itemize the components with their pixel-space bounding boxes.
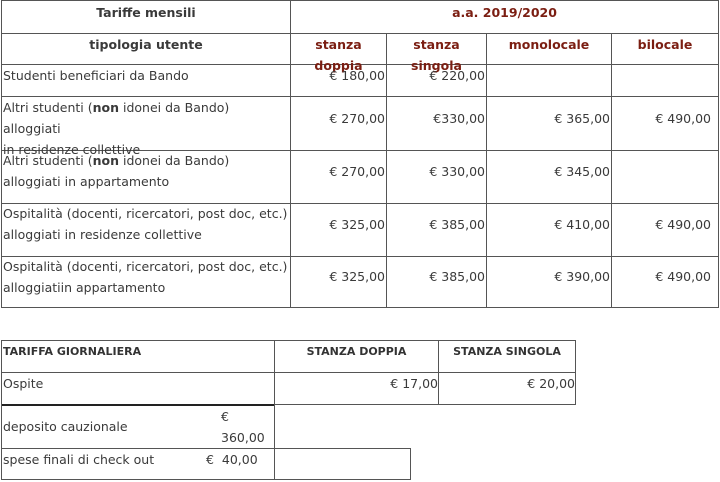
row-label (3, 65, 289, 86)
price-cell: € 270,00 (329, 164, 385, 179)
price-cell: €330,00 (433, 111, 485, 126)
checkout-label: spese finali di check out (3, 452, 155, 467)
price-cell: € 325,00 (329, 269, 385, 284)
row-label (3, 150, 289, 192)
deposit-label: deposito cauzionale (3, 419, 128, 434)
col-single-room: stanza singola (411, 37, 462, 73)
col-two-room: bilocale (637, 37, 693, 52)
price-cell: € 490,00 (655, 269, 711, 284)
row-label-text: Ospitalità (docenti, ricercatori, post doc, etc.) (3, 206, 288, 221)
deposit-currency: € (221, 409, 229, 424)
row-label-text: idonei da Bando) (119, 153, 230, 168)
price-cell: € 180,00 (329, 68, 385, 83)
price-cell: € 365,00 (554, 111, 610, 126)
row-label-text: Studenti beneficiari da Bando (3, 68, 189, 83)
checkout-value: € 40,00 (206, 452, 258, 467)
deposit-value: 360,00 (221, 430, 265, 445)
daily-title: TARIFFA GIORNALIERA (3, 345, 142, 358)
monthly-title: Tariffe mensili (96, 5, 196, 20)
guest-double-price: € 17,00 (390, 376, 438, 391)
row-label-bold: non (92, 153, 120, 168)
academic-year: a.a. 2019/2020 (452, 5, 557, 20)
col-single-room-daily: STANZA SINGOLA (453, 345, 561, 358)
col-user-type: tipologia utente (89, 37, 203, 52)
guest-single-price: € 20,00 (527, 376, 575, 391)
row-label (3, 256, 289, 298)
row-label-text: Altri studenti ( (3, 153, 93, 168)
guest-label: Ospite (3, 376, 44, 391)
price-cell: € 270,00 (329, 111, 385, 126)
row-label-text: Ospitalità (docenti, ricercatori, post doc, etc.) (3, 259, 288, 274)
price-cell: € 385,00 (429, 217, 485, 232)
row-label (3, 203, 289, 245)
price-cell: € 385,00 (429, 269, 485, 284)
row-label-bold: non (92, 100, 120, 115)
price-cell: € 410,00 (554, 217, 610, 232)
price-cell: € 490,00 (655, 111, 711, 126)
row-label-text: idonei da Bando) alloggiati (3, 100, 230, 136)
price-cell: € 390,00 (554, 269, 610, 284)
price-cell: € 325,00 (329, 217, 385, 232)
row-label-line2: alloggiatiin appartamento (3, 280, 166, 295)
price-cell: € 490,00 (655, 217, 711, 232)
row-label-line2: alloggiati in appartamento (3, 174, 170, 189)
row-label-line2: in residenze collettive (3, 142, 141, 157)
price-cell: € 220,00 (429, 68, 485, 83)
col-double-room-daily: STANZA DOPPIA (306, 345, 407, 358)
price-cell: € 345,00 (554, 164, 610, 179)
row-label-line2: alloggiati in residenze collettive (3, 227, 202, 242)
col-double-room: stanza doppia (314, 37, 363, 73)
row-label-text: Altri studenti ( (3, 100, 93, 115)
price-cell: € 330,00 (429, 164, 485, 179)
col-studio: monolocale (508, 37, 590, 52)
